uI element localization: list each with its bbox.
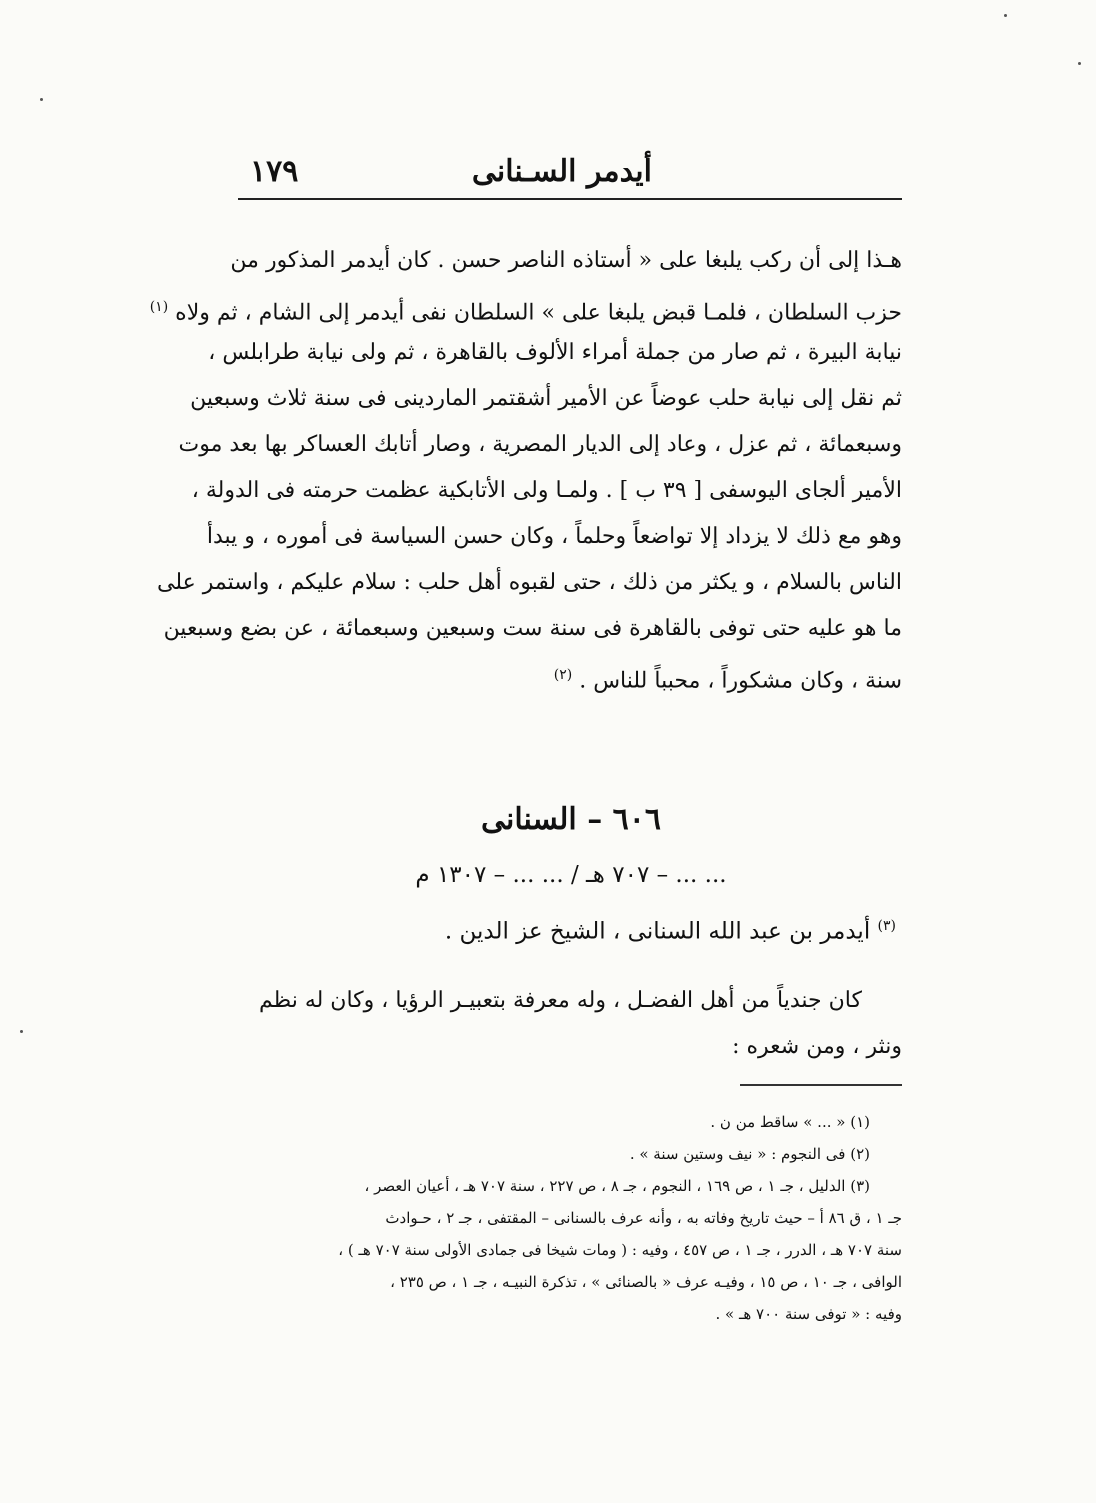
- text-line: نيابة البيرة ، ثم صار من جملة أمراء الألوف بالقاهرة ، ثم ولى نيابة طرابلس ،: [208, 340, 902, 365]
- text-line: ونثر ، ومن شعره :: [732, 1034, 902, 1059]
- text-line: حزب السلطان ، فلمـا قبض يلبغا على » السلطان نفى أيدمر إلى الشام ، ثم ولاه: [175, 300, 902, 326]
- entry-heading: ٦٠٦ – السنانى: [480, 802, 662, 837]
- footnote-rule: [740, 1084, 902, 1086]
- entry-dates: ... ... – ٧٠٧ هـ / ... ... – ١٣٠٧ م: [415, 862, 727, 888]
- footnote-text: « ... » ساقط من ن .: [710, 1113, 846, 1131]
- text-line: وهو مع ذلك لا يزداد إلا تواضعاً وحلماً ، وكان حسن السياسة فى أموره ، و يبدأ: [206, 524, 902, 549]
- page-number: ١٧٩: [250, 154, 299, 189]
- footnote-marker: (٣): [877, 918, 896, 934]
- text-line: الأمير ألجاى اليوسفى [ ٣٩ ب ] . ولمـا ولى الأتابكية عظمت حرمته فى الدولة ،: [191, 478, 902, 503]
- text-line: هـذا إلى أن ركب يلبغا على « أستاذه الناصر حسن . كان أيدمر المذكور من: [230, 248, 902, 273]
- footnote-marker: (٢): [553, 667, 573, 683]
- text-line: كان جندياً من أهل الفضـل ، وله معرفة بتعبيـر الرؤيا ، وكان له نظم: [259, 988, 862, 1013]
- text-line: ثم نقل إلى نيابة حلب عوضاً عن الأمير أشقتمر الماردينى فى سنة ثلاث وسبعين: [190, 386, 902, 411]
- footnote-continuation: الوافى ، جـ ١٠ ، ص ١٥ ، وفيـه عرف « بالصنائى » ، تذكرة النبيـه ، جـ ١ ، ص ٢٣٥ ،: [390, 1273, 902, 1291]
- text-line: [240, 652, 902, 698]
- entry-body: [240, 978, 902, 1070]
- footnotes: [240, 1106, 902, 1330]
- text-line: ما هو عليه حتى توفى بالقاهرة فى سنة ست وسبعين وسبعمائة ، عن بضع وسبعين: [163, 616, 902, 641]
- footnote-text: فى النجوم : « نيف وستين سنة » .: [629, 1145, 846, 1163]
- paragraph-continuation: [149, 238, 902, 698]
- entry-name-text: أيدمر بن عبد الله السنانى ، الشيخ عز الدين .: [444, 918, 871, 945]
- footnote-continuation: جـ ١ ، ق ٨٦ أ – حيث تاريخ وفاته به ، وأنه عرف بالسنانى – المقتفى ، جـ ٢ ، حـوادث: [385, 1209, 902, 1227]
- text-line: [149, 284, 902, 330]
- footnote-marker: (٢): [850, 1145, 870, 1163]
- footnote-1: [240, 1106, 902, 1138]
- footnote-marker: (١): [850, 1113, 870, 1131]
- footnote-text: الدليل ، جـ ١ ، ص ١٦٩ ، النجوم ، جـ ٨ ، ص ٢٢٧ ، سنة ٧٠٧ هـ ، أعيان العصر ،: [364, 1177, 846, 1195]
- footnote-3: [240, 1170, 902, 1202]
- text-line: الناس بالسلام ، و يكثر من ذلك ، حتى لقبوه أهل حلب : سلام عليكم ، واستمر على: [157, 570, 902, 595]
- header-title: أيدمر السـنانى: [471, 154, 652, 189]
- footnote-continuation: سنة ٧٠٧ هـ ، الدرر ، جـ ١ ، ص ٤٥٧ ، وفيه : ( ومات شيخا فى جمادى الأولى سنة ٧٠٧ هـ ) ،: [338, 1241, 902, 1259]
- footnote-marker: (١): [149, 299, 169, 315]
- text-line: سنة ، وكان مشكوراً ، محبباً للناس .: [579, 668, 902, 694]
- header-rule: [238, 198, 902, 200]
- running-header: [238, 150, 902, 190]
- footnote-marker: (٣): [850, 1177, 870, 1195]
- entry-name-line: [240, 918, 902, 945]
- text-line: وسبعمائة ، ثم عزل ، وعاد إلى الديار المصرية ، وصار أتابك العساكر بها بعد موت: [178, 432, 902, 457]
- footnote-2: [240, 1138, 902, 1170]
- footnote-continuation: وفيه : « توفى سنة ٧٠٠ هـ » .: [715, 1305, 902, 1323]
